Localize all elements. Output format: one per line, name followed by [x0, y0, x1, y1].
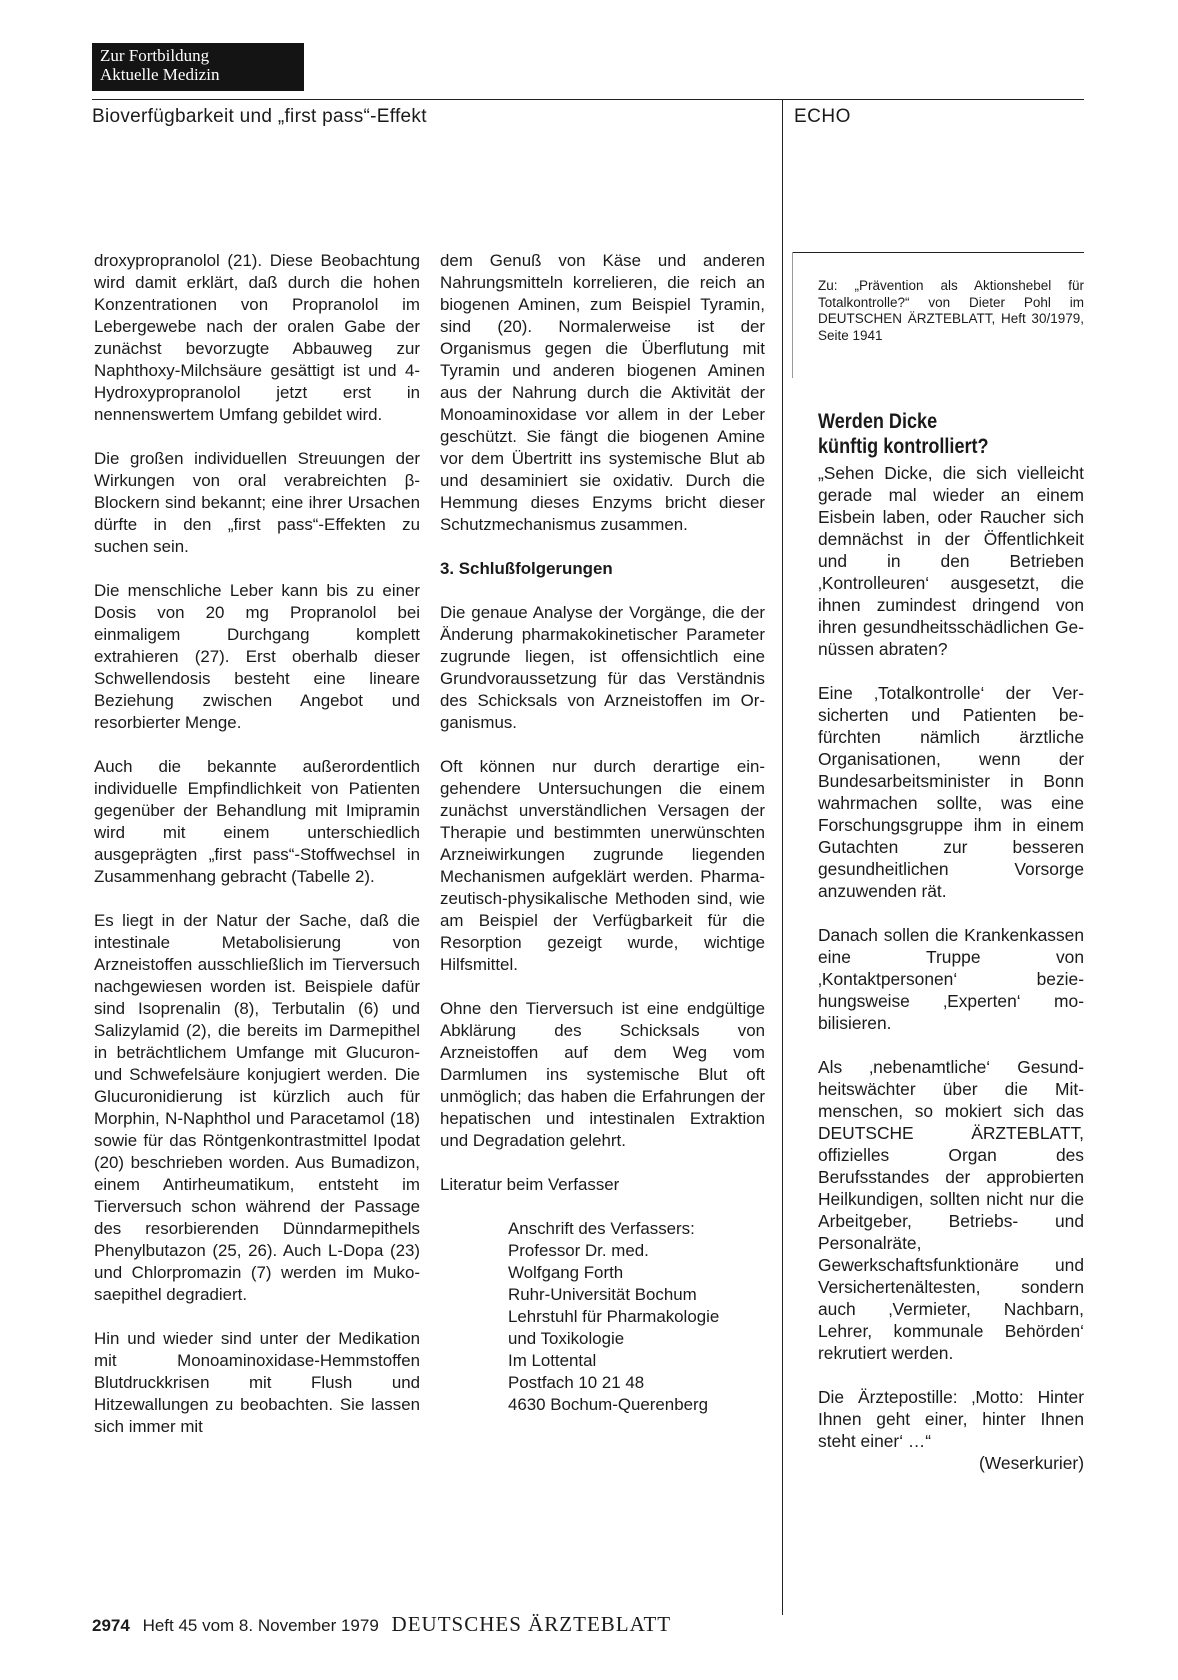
address-line: Wolfgang Forth [508, 1263, 624, 1282]
echo-reference: Zu: „Prävention als Aktionshebel für Totalkontrolle?“ von Dieter Pohl im DEUTSCHEN ÄRZTEBLATT, Heft 30/1979, Seite 1941 [818, 278, 1084, 343]
paragraph: Es liegt in der Natur der Sache, daß die intestinale Metabolisierung von Arzneistoffen ausschließlich im Tierversuch nachgewiesen worden ist. Beispiele dafür sind Isoprenalin (8), Terbutalin (6) und Salizylamid (2), die bereits im Darmepithel in beträchtlichem Umfange mit Glucuron- und Schwefelsäure konjugiert werden. Die Glucuronidierung ist kürzlich auch für Morphin, N-Naphthol und Paracetamol (18) sowie für das Röntgenkontrastmittel Ipodat (20) beschrieben worden. Aus Bumadizon, einem Antirheumatikum, entsteht im Tierversuch schon während der Passage des resorbierenden Dünndarmepithels Phenylbutazon (25, 26). Auch L-Dopa (23) und Chlorpromazin (7) werden im Mukosaepithel degradiert. [94, 911, 420, 1304]
echo-headline-line1: Werden Dicke [818, 410, 938, 433]
paragraph: Die großen individuellen Streuungen der Wirkungen von oral verabreichten β-Blockern sind bekannt; eine ihrer Ursachen dürfte in den „first pass“-Effekten zu suchen sein. [94, 449, 420, 556]
address-line: Professor Dr. med. [508, 1241, 649, 1260]
paragraph: Hin und wieder sind unter der Medikation mit Monoaminoxidase-Hemmstoffen Blutdruckkrisen mit Flush und Hitzewallungen zu beobachten. Sie lassen sich immer mit [94, 1329, 420, 1436]
article-column-1 [94, 250, 420, 1460]
section-label-line1: Zur Fortbildung [100, 46, 210, 65]
section-heading: 3. Schlußfolgerungen [440, 559, 613, 578]
echo-box-side-rule [792, 252, 793, 378]
page-number: 2974 [92, 1616, 130, 1635]
address-line: 4630 Bochum-Querenberg [508, 1395, 708, 1414]
header-rule [92, 99, 1084, 100]
article-column-2 [440, 250, 765, 1416]
address-line: Lehrstuhl für Pharmakologie [508, 1307, 720, 1326]
address-line: und Toxikologie [508, 1329, 625, 1348]
paragraph: dem Genuß von Käse und anderen Nahrungsmitteln korrelieren, die reich an biogenen Aminen, zum Beispiel Tyramin, sind (20). Normalerweise ist der Organismus gegen die Überflutung mit Tyramin und anderen biogenen Aminen aus der Nahrung durch die Aktivität der Monoaminoxidase vor allem in der Leber geschützt. Sie fängt die biogenen Amine vor dem Übertritt ins systemische Blut ab und desaminiert sie oxidativ. Durch die Hemmung dieses Enzyms bricht dieser Schutzmechanismus zusammen. [440, 251, 765, 534]
literature-note: Literatur beim Verfasser [440, 1175, 620, 1194]
paragraph: Auch die bekannte außerordentlich individuelle Empfindlichkeit von Patienten gegenüber der Behandlung mit Imipramin wird mit einem unterschiedlich ausgeprägten „first pass“-Stoffwechsel in Zusammenhang gebracht (Tabelle 2). [94, 757, 420, 886]
section-badge [92, 43, 304, 91]
echo-source: (Weserkurier) [979, 1453, 1084, 1473]
paragraph: Die genaue Analyse der Vorgänge, die der Änderung pharmakokinetischer Parameter zugrunde liegen, ist offensichtlich eine Grundvoraussetzung für das Verständnis des Schicksals von Arzneistoffen im Organismus. [440, 603, 765, 732]
address-line: Postfach 10 21 48 [508, 1373, 645, 1392]
echo-column [818, 462, 1084, 1474]
page-footer [92, 1612, 671, 1637]
paragraph: Ohne den Tierversuch ist eine endgültige Abklärung des Schicksals von Arzneistoffen auf dem Weg vom Darmlumen ins systemische Blut oft unmöglich; das haben die Erfahrungen der hepatischen und intestinalen Extraktion und Degradation gelehrt. [440, 999, 765, 1150]
echo-label: ECHO [794, 106, 851, 127]
address-line: Ruhr-Universität Bochum [508, 1285, 697, 1304]
echo-box-rule [792, 252, 1084, 253]
paragraph: Eine ‚Totalkontrolle‘ der Versicherten und Patienten befürchten nämlich ärztliche Organisationen, wenn der Bundesarbeitsminister in Bonn wahrmachen sollte, was eine Forschungsgruppe ihm in einem Gutachten zur besseren gesundheitlichen Vorsorge anzuwenden rät. [818, 683, 1084, 901]
echo-headline-line2: künftig kontrolliert? [818, 435, 989, 458]
running-title: Bioverfügbarkeit und „first pass“-Effekt [92, 106, 427, 127]
paragraph: Oft können nur durch derartige eingehendere Untersuchungen die einem zunächst unverständlichen Versagen der Therapie und bestimmten unerwünschten Arzneiwirkungen zugrunde liegenden Mechanismen aufgeklärt werden. Pharmazeutisch-physikalische Methoden sind, wie am Beispiel der Verfügbarkeit für die Resorption gezeigt wurde, wichtige Hilfsmittel. [440, 757, 765, 974]
paragraph: Die menschliche Leber kann bis zu einer Dosis von 20 mg Propranolol bei einmaligem Durchgang komplett extrahieren (27). Erst oberhalb dieser Schwellendosis besteht eine lineare Beziehung zwischen Angebot und resorbierter Menge. [94, 581, 420, 732]
address-line: Anschrift des Verfassers: [508, 1219, 695, 1238]
paragraph: droxypropranolol (21). Diese Beobachtung wird damit erklärt, daß durch die hohen Konzentrationen von Propranolol im Lebergewebe nach der oralen Gabe der zunächst bevorzugte Abbauweg zur Naphthoxy-Milchsäure gesättigt ist und 4-Hydroxypropranolol jetzt erst in nennenswertem Umfang gebildet wird. [94, 251, 420, 424]
echo-column-divider [782, 99, 783, 1615]
paragraph: „Sehen Dicke, die sich vielleicht gerade mal wieder an einem Eisbein laben, oder Raucher sich demnächst in der Öffentlichkeit und in den Betrieben ‚Kontrolleuren‘ ausgesetzt, die ihnen zumindest dringend von ihren gesundheitsschädlichen Genüssen abraten? [818, 463, 1084, 659]
author-address [508, 1218, 765, 1416]
paragraph: Als ‚nebenamtliche‘ Gesundheitswächter über die Mitmenschen, so mokiert sich das DEUTSCHE ÄRZTEBLATT, offizielles Organ des Berufsstandes der approbierten Heilkundigen, sollten nicht nur die Arbeitgeber, Betriebs- und Personalräte, Gewerkschaftsfunktionäre und Versichertenältesten, sondern auch ‚Vermieter, Nachbarn, Lehrer, kommunale Behörden‘ rekrutiert werden. [818, 1057, 1084, 1363]
section-label-line2: Aktuelle Medizin [100, 65, 220, 84]
journal-name: DEUTSCHES ÄRZTEBLATT [391, 1612, 672, 1636]
echo-headline [818, 409, 1047, 459]
issue-info: Heft 45 vom 8. November 1979 [142, 1616, 379, 1635]
address-line: Im Lottental [508, 1351, 597, 1370]
paragraph: Die Ärztepostille: ‚Motto: Hinter Ihnen geht einer, hinter Ihnen steht einer‘ …“ [818, 1387, 1084, 1451]
paragraph: Danach sollen die Krankenkassen eine Truppe von ‚Kontaktpersonen‘ beziehungsweise ‚Experten‘ mobilisieren. [818, 925, 1084, 1033]
